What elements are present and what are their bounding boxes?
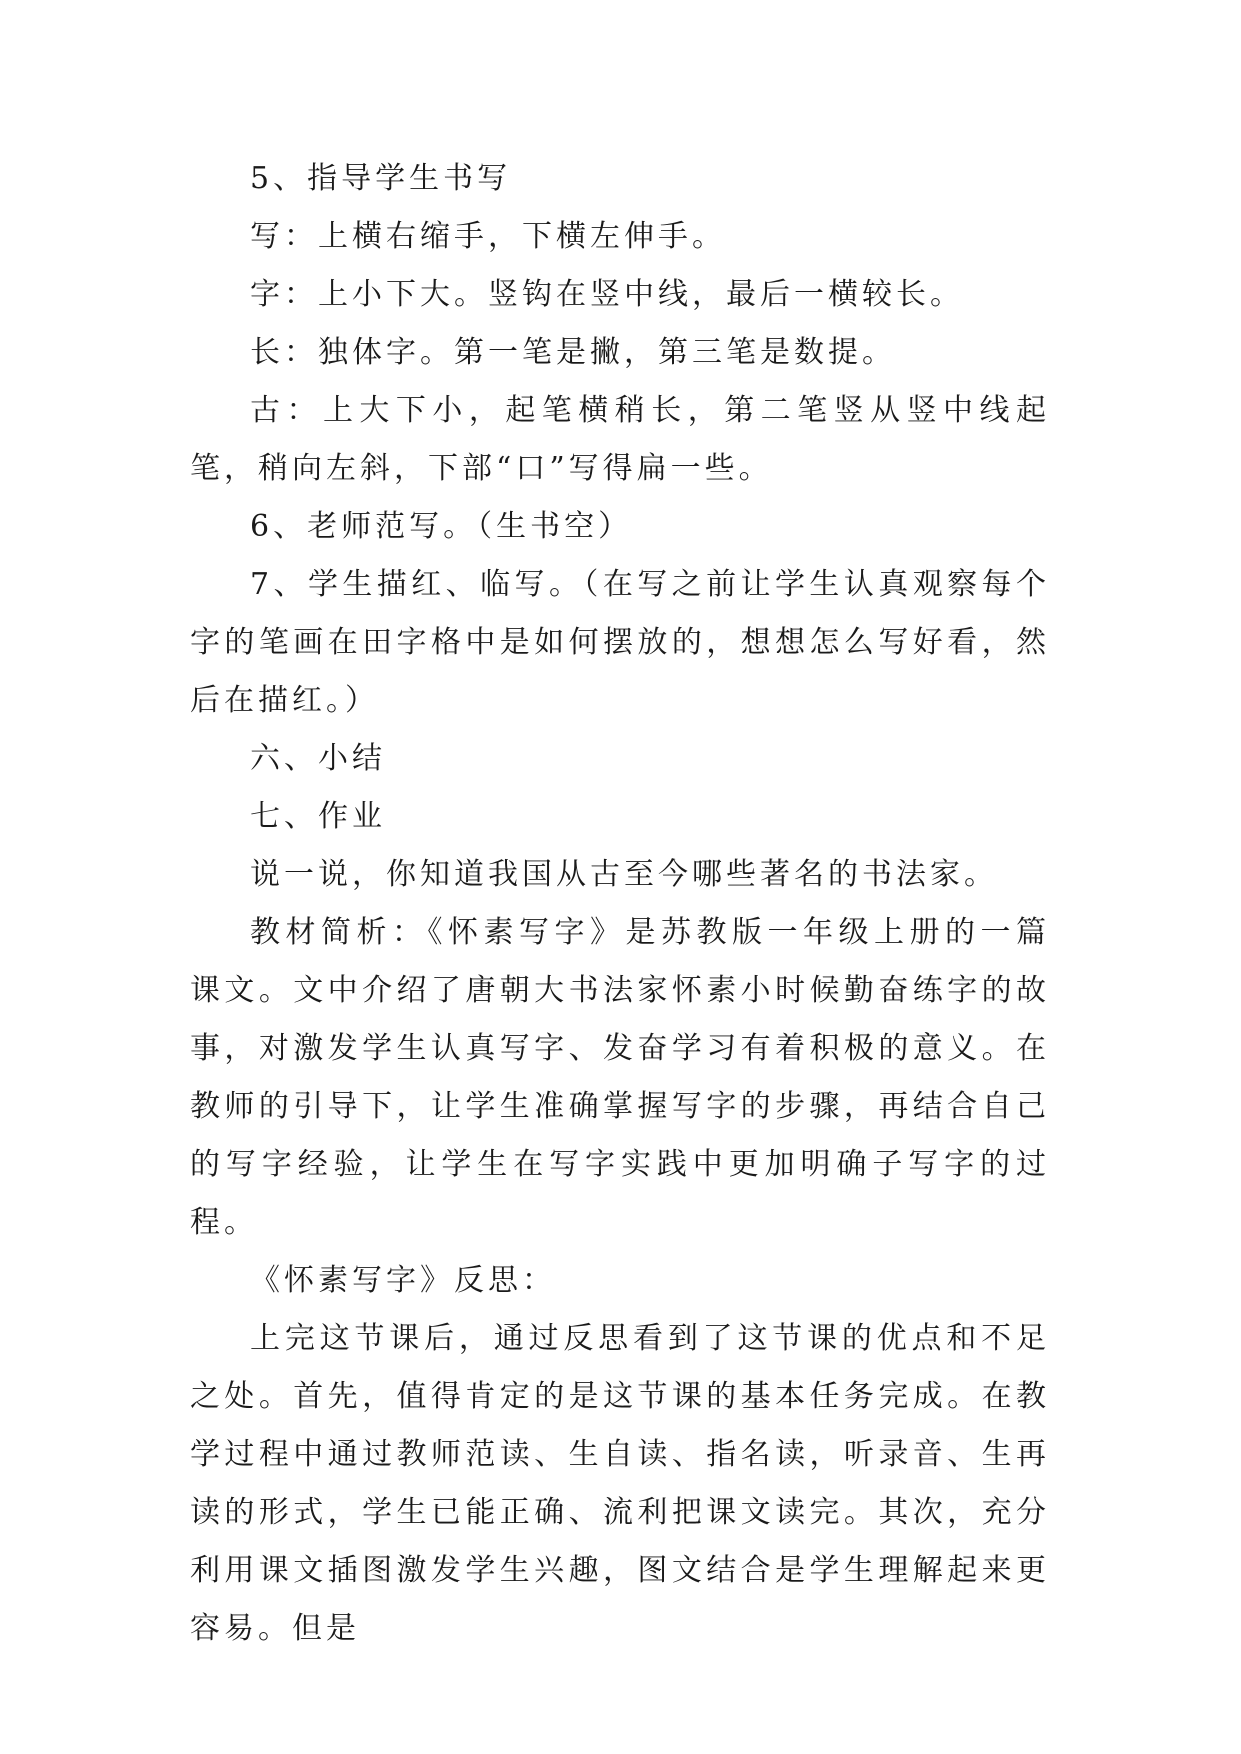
paragraph-homework-task: 说一说，你知道我国从古至今哪些著名的书法家。 (250, 857, 998, 892)
paragraph-step-6: 6、老师范写。（生书空） (250, 509, 633, 544)
paragraph-char-chang: 长：独体字。第一笔是撇，第三笔是数提。 (250, 335, 896, 370)
paragraph-char-zi: 字：上小下大。竖钩在竖中线，最后一横较长。 (250, 277, 964, 312)
paragraph-step-7: 7、学生描红、临写。（在写之前让学生认真观察每个字的笔画在田字格中是如何摆放的，想想怎么写好看，然后在描红。） (190, 567, 1050, 718)
paragraph-textbook-analysis: 教材简析：《怀素写字》是苏教版一年级上册的一篇课文。文中介绍了唐朝大书法家怀素小时候勤奋练字的故事，对激发学生认真写字、发奋学习有着积极的意义。在教师的引导下，让学生准确掌握写字的步骤，再结合自己的写字经验，让学生在写字实践中更加明确子写字的过程。 (190, 915, 1050, 1240)
paragraph-step-5: 5、指导学生书写 (250, 161, 512, 196)
paragraph-char-gu: 古：上大下小，起笔横稍长，第二笔竖从竖中线起笔，稍向左斜，下部“口”写得扁一些。 (190, 393, 1050, 486)
paragraph-reflection: 上完这节课后，通过反思看到了这节课的优点和不足之处。首先，值得肯定的是这节课的基本任务完成。在教学过程中通过教师范读、生自读、指名读，听录音、生再读的形式，学生已能正确、流利把课文读完。其次，充分利用课文插图激发学生兴趣，图文结合是学生理解起来更容易。但是 (190, 1321, 1050, 1646)
document-body (190, 150, 1050, 1658)
heading-reflection: 《怀素写字》反思： (250, 1263, 556, 1298)
heading-summary: 六、小结 (250, 741, 386, 776)
heading-homework: 七、作业 (250, 799, 386, 834)
paragraph-char-xie: 写：上横右缩手，下横左伸手。 (250, 219, 726, 254)
